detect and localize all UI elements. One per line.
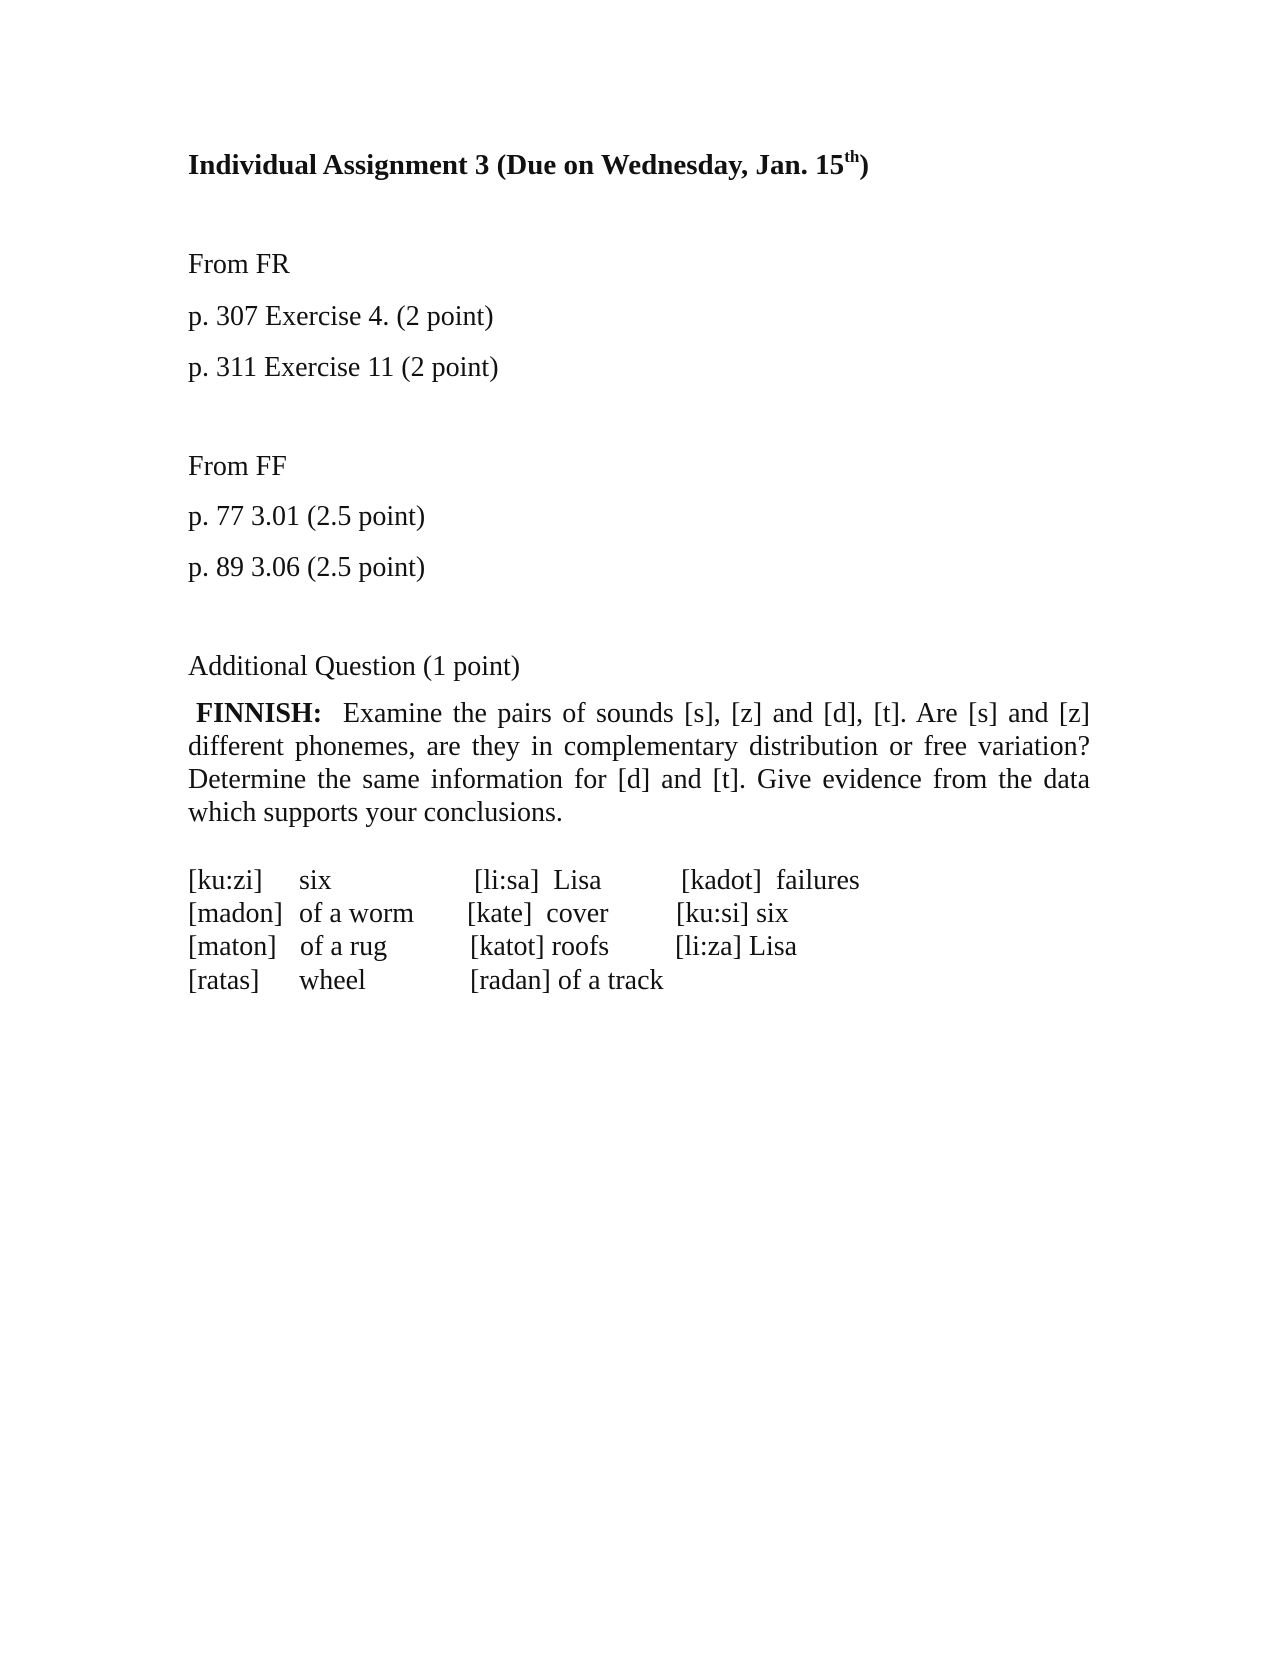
section-heading-fr: From FR [188, 249, 290, 280]
data-entry [470, 930, 609, 963]
data-entry [299, 964, 366, 997]
ff-item-1: p. 77 3.01 (2.5 point) [188, 501, 426, 532]
entry-form: [li:za] [675, 931, 742, 962]
entry-form: [ratas] [188, 965, 260, 996]
entry-form: [radan] [470, 965, 551, 996]
data-entry [470, 964, 664, 997]
fr-item-1: p. 307 Exercise 4. (2 point) [188, 301, 494, 332]
entry-form: [kadot] [681, 865, 762, 896]
data-entry [681, 864, 860, 897]
question-paragraph [188, 697, 1090, 829]
entry-form: [ku:si] [676, 898, 750, 929]
data-entry [675, 930, 797, 963]
question-label: FINNISH: [196, 698, 323, 729]
entry-gloss: roofs [551, 931, 610, 962]
entry-gloss: of a worm [299, 898, 415, 929]
data-entry [188, 964, 260, 997]
title-superscript: th [844, 147, 860, 166]
entry-gloss: of a track [557, 965, 664, 996]
fr-item-2: p. 311 Exercise 11 (2 point) [188, 352, 499, 383]
additional-question-heading: Additional Question (1 point) [188, 651, 521, 682]
data-entry [300, 930, 387, 963]
entry-form: [maton] [188, 931, 277, 962]
question-text: Examine the pairs of sounds [s], [z] and [d], [t]. Are [s] and [z] different phonemes, are they in complementary distribution or free variation? Determine the same information for [d] and [t]. Give evidence from the data which supports your conclusions. [188, 698, 1091, 828]
data-entry [474, 864, 602, 897]
data-entry [299, 864, 332, 897]
entry-gloss: wheel [299, 965, 366, 996]
data-entry [188, 864, 263, 897]
entry-gloss: Lisa [748, 931, 798, 962]
entry-form: [ku:zi] [188, 865, 263, 896]
entry-gloss: failures [775, 865, 860, 896]
entry-gloss: cover [546, 898, 609, 929]
entry-form: [kate] [467, 898, 533, 929]
section-heading-ff: From FF [188, 451, 287, 482]
data-entry [676, 897, 789, 930]
title-text: Individual Assignment 3 (Due on Wednesday, Jan. 15 [188, 149, 845, 181]
entry-gloss: Lisa [553, 865, 602, 896]
entry-form: [li:sa] [474, 865, 540, 896]
assignment-title [188, 148, 869, 182]
title-close: ) [859, 149, 869, 181]
data-entry [188, 930, 277, 963]
entry-form: [madon] [188, 898, 283, 929]
data-entry [188, 897, 283, 930]
entry-gloss: six [756, 898, 789, 929]
entry-form: [katot] [470, 931, 545, 962]
entry-gloss: of a rug [300, 931, 388, 962]
data-entry [467, 897, 608, 930]
entry-gloss: six [299, 865, 332, 896]
ff-item-2: p. 89 3.06 (2.5 point) [188, 552, 426, 583]
data-entry [299, 897, 414, 930]
